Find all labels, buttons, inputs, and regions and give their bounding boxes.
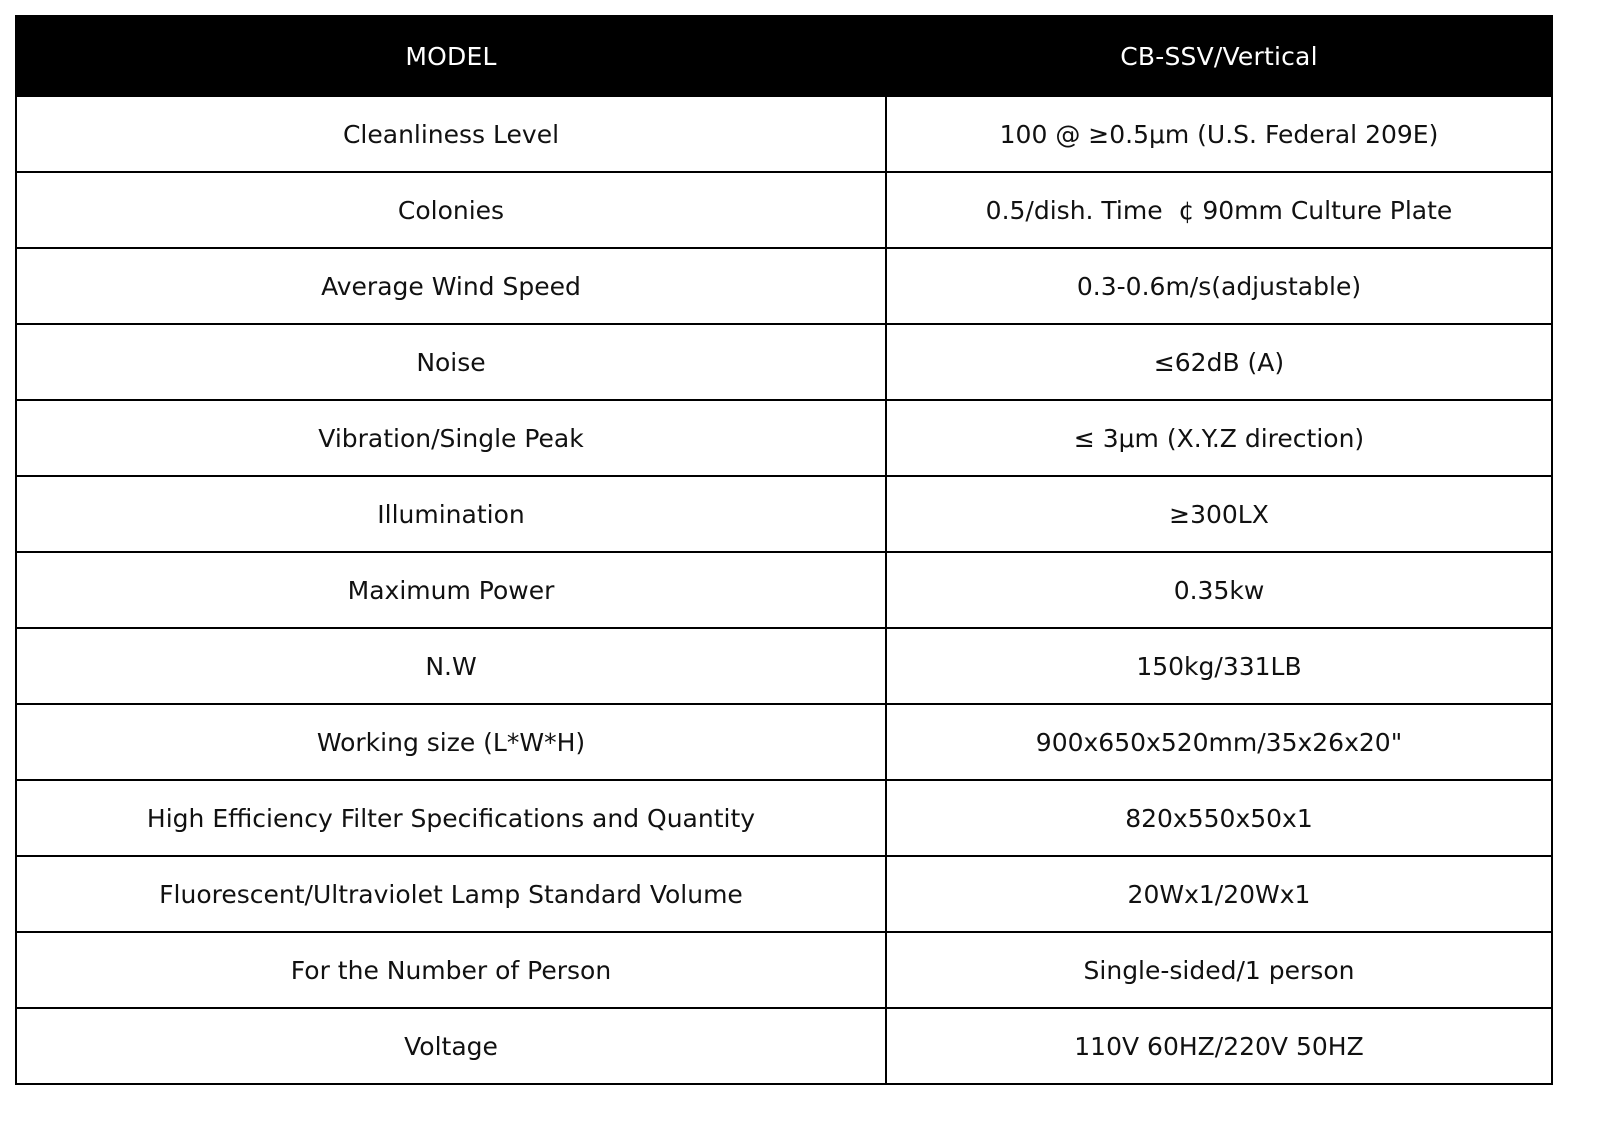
row-value: ≥300LX	[886, 476, 1552, 552]
row-label: Vibration/Single Peak	[16, 400, 886, 476]
row-label: Colonies	[16, 172, 886, 248]
row-label: Working size (L*W*H)	[16, 704, 886, 780]
table-row	[16, 96, 1552, 172]
table-row	[16, 248, 1552, 324]
row-label: Illumination	[16, 476, 886, 552]
row-label: Cleanliness Level	[16, 96, 886, 172]
header-model-value: CB-SSV/Vertical	[886, 16, 1552, 96]
table-row	[16, 856, 1552, 932]
row-value: 0.35kw	[886, 552, 1552, 628]
row-value: 150kg/331LB	[886, 628, 1552, 704]
row-value: 900x650x520mm/35x26x20"	[886, 704, 1552, 780]
row-label: N.W	[16, 628, 886, 704]
row-value: ≤62dB (A)	[886, 324, 1552, 400]
row-label: Voltage	[16, 1008, 886, 1084]
row-value: ≤ 3μm (X.Y.Z direction)	[886, 400, 1552, 476]
row-label: Maximum Power	[16, 552, 886, 628]
row-value: 0.3-0.6m/s(adjustable)	[886, 248, 1552, 324]
spec-table	[15, 15, 1553, 1085]
row-value: 100 @ ≥0.5μm (U.S. Federal 209E)	[886, 96, 1552, 172]
row-value: Single-sided/1 person	[886, 932, 1552, 1008]
table-row	[16, 476, 1552, 552]
row-value: 20Wx1/20Wx1	[886, 856, 1552, 932]
table-row	[16, 1008, 1552, 1084]
table-row	[16, 324, 1552, 400]
table-row	[16, 552, 1552, 628]
row-label: Fluorescent/Ultraviolet Lamp Standard Volume	[16, 856, 886, 932]
table-row	[16, 932, 1552, 1008]
row-value: 820x550x50x1	[886, 780, 1552, 856]
row-label: High Efficiency Filter Specifications and Quantity	[16, 780, 886, 856]
table-row	[16, 704, 1552, 780]
row-value: 110V 60HZ/220V 50HZ	[886, 1008, 1552, 1084]
row-label: For the Number of Person	[16, 932, 886, 1008]
header-model: MODEL	[16, 16, 886, 96]
row-label: Average Wind Speed	[16, 248, 886, 324]
row-value: 0.5/dish. Time ¢ 90mm Culture Plate	[886, 172, 1552, 248]
table-row	[16, 400, 1552, 476]
table-row	[16, 172, 1552, 248]
table-row	[16, 780, 1552, 856]
table-row	[16, 628, 1552, 704]
row-label: Noise	[16, 324, 886, 400]
table-header-row	[16, 16, 1552, 96]
